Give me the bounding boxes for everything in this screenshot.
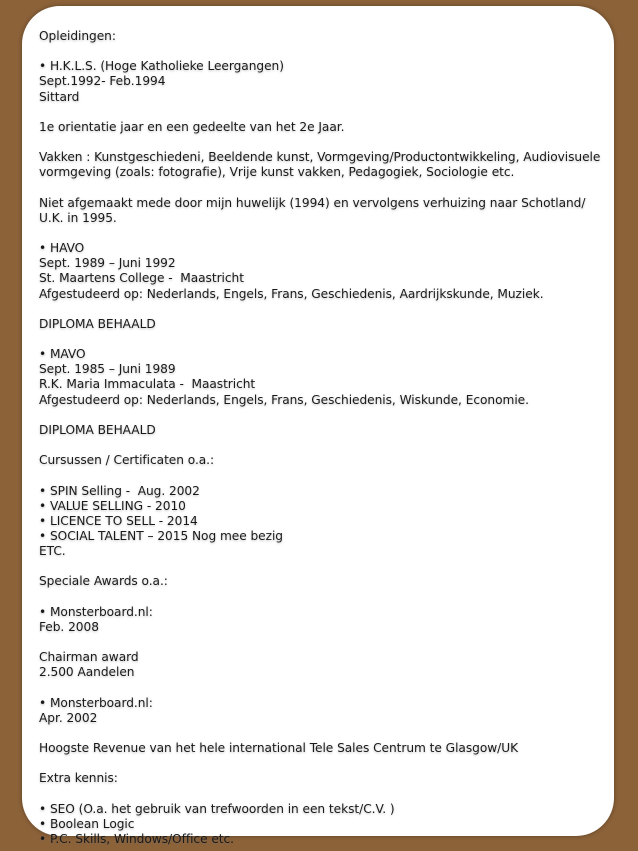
document-card: [22, 6, 614, 847]
blank-line: [39, 302, 599, 317]
course-etc: ETC.: [39, 544, 66, 559]
education-subjects-cont: vormgeving (zoals: fotografie), Vrije kunst vakken, Pedagogiek, Sociologie etc.: [39, 165, 515, 180]
blank-line: [39, 635, 599, 650]
education-item-havo: • HAVO: [39, 241, 85, 256]
blank-line: [39, 44, 599, 59]
award-date: Apr. 2002: [39, 710, 98, 725]
award-date: Feb. 2008: [39, 619, 99, 634]
section-heading-education: Opleidingen:: [39, 29, 116, 43]
award-title: Chairman award: [39, 650, 139, 665]
blank-line: [39, 468, 599, 483]
skill-item: • P.C. Skills, Windows/Office etc.: [39, 832, 234, 847]
blank-line: [39, 226, 599, 241]
blank-line: [39, 332, 599, 347]
education-item-mavo: • MAVO: [39, 347, 86, 362]
education-subjects: Vakken : Kunstgeschiedeni, Beeldende kunst, Vormgeving/Productontwikkeling, Audiovisuele: [39, 150, 601, 165]
education-graduated-subjects: Afgestudeerd op: Nederlands, Engels, Frans, Geschiedenis, Aardrijkskunde, Muziek.: [39, 286, 544, 301]
diploma-status: DIPLOMA BEHAALD: [39, 316, 156, 331]
blank-line: [39, 787, 599, 802]
award-item: • Monsterboard.nl:: [39, 604, 153, 619]
education-location: Sittard: [39, 89, 80, 104]
skill-item: • SEO (O.a. het gebruik van trefwoorden in een tekst/C.V. ): [39, 801, 395, 816]
blank-line: [39, 726, 599, 741]
course-item: • SPIN Selling - Aug. 2002: [39, 483, 200, 498]
section-heading-extra-knowledge: Extra kennis:: [39, 771, 118, 786]
education-school: R.K. Maria Immaculata - Maastricht: [39, 377, 256, 392]
section-heading-courses: Cursussen / Certificaten o.a.:: [39, 453, 215, 468]
blank-line: [39, 135, 599, 150]
skill-item: • Boolean Logic: [39, 816, 135, 831]
blank-line: [39, 105, 599, 120]
education-remark: Niet afgemaakt mede door mijn huwelijk (1994) en vervolgens verhuizing naar Schotland/: [39, 195, 586, 210]
education-school: St. Maartens College - Maastricht: [39, 271, 244, 286]
blank-line: [39, 756, 599, 771]
award-item: • Monsterboard.nl:: [39, 695, 153, 710]
education-item-hkls: • H.K.L.S. (Hoge Katholieke Leergangen): [39, 59, 284, 74]
education-note: 1e orientatie jaar en een gedeelte van het 2e Jaar.: [39, 119, 345, 134]
education-period: Sept.1992- Feb.1994: [39, 74, 166, 89]
award-detail: 2.500 Aandelen: [39, 665, 135, 680]
blank-line: [39, 681, 599, 696]
course-item: • VALUE SELLING - 2010: [39, 498, 186, 513]
course-item: • SOCIAL TALENT – 2015 Nog mee bezig: [39, 529, 283, 543]
education-period: Sept. 1985 – Juni 1989: [39, 362, 176, 377]
education-period: Sept. 1989 – Juni 1992: [39, 256, 176, 271]
blank-line: [39, 559, 599, 574]
diploma-status: DIPLOMA BEHAALD: [39, 422, 156, 437]
resume-text: [39, 29, 599, 847]
blank-line: [39, 181, 599, 196]
blank-line: [39, 408, 599, 423]
section-heading-awards: Speciale Awards o.a.:: [39, 574, 168, 589]
award-detail: Hoogste Revenue van het hele international Tele Sales Centrum te Glasgow/UK: [39, 741, 519, 756]
education-graduated-subjects: Afgestudeerd op: Nederlands, Engels, Frans, Geschiedenis, Wiskunde, Economie.: [39, 392, 529, 407]
blank-line: [39, 590, 599, 605]
blank-line: [39, 438, 599, 453]
education-remark-cont: U.K. in 1995.: [39, 210, 117, 225]
course-item: • LICENCE TO SELL - 2014: [39, 513, 198, 528]
